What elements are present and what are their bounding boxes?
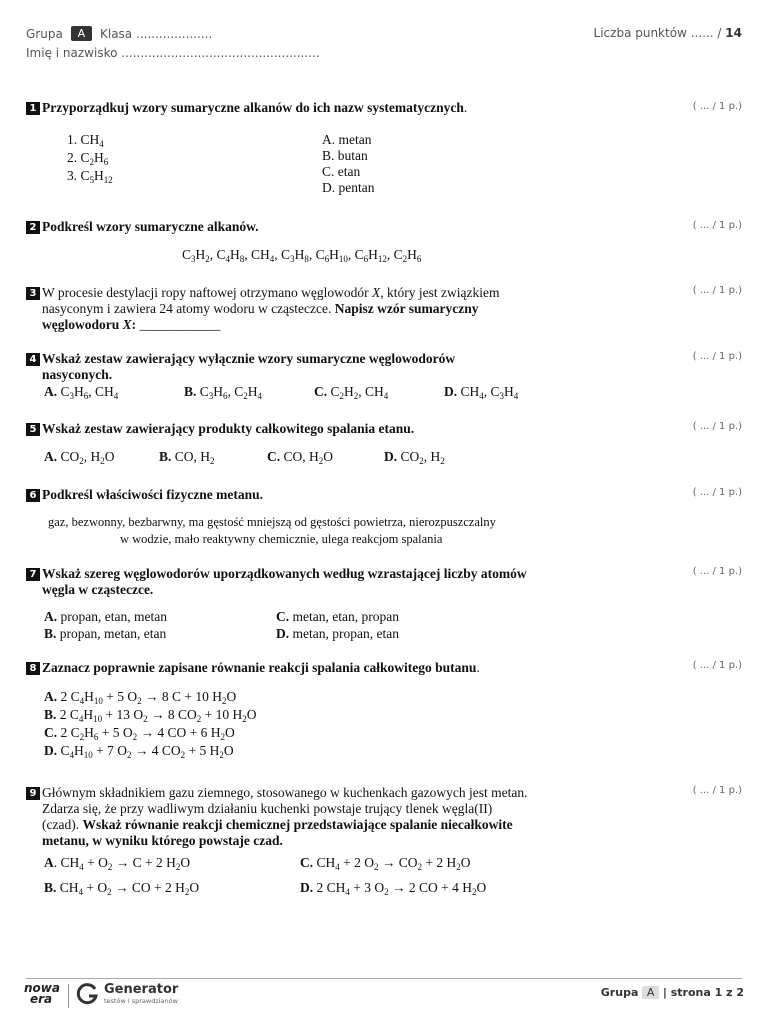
generator-g-icon bbox=[76, 982, 100, 1011]
answer-option-a[interactable]: A. $CH_4 + O_2 \to C + 2$ $H_2O$ bbox=[44, 855, 191, 872]
question-number: 5 bbox=[26, 423, 40, 436]
question-text: Podkreśl właściwości fizyczne metanu. bbox=[42, 487, 263, 502]
answer-option-d[interactable]: D. $CO_2$, $H_2$ bbox=[384, 449, 445, 466]
question-text-line: nasyconych. bbox=[42, 367, 113, 382]
question-text: Zaznacz poprawnie zapisane równanie reakcji spalania całkowitego butanu bbox=[42, 660, 477, 675]
points-total bbox=[594, 26, 742, 40]
answer-option-c[interactable]: C. $C_2H_2$, $CH_4$ bbox=[314, 384, 389, 401]
property-list-line[interactable]: gaz, bezwonny, bezbarwny, ma gęstość mniejszą od gęstości powietrza, nierozpuszczalny bbox=[48, 515, 496, 529]
question-number: 2 bbox=[26, 221, 40, 234]
points-max: 14 bbox=[725, 26, 742, 40]
question-3 bbox=[26, 285, 500, 301]
name-row bbox=[26, 46, 320, 60]
nowa-era-logo bbox=[24, 983, 64, 1005]
question-number: 3 bbox=[26, 287, 40, 300]
question-8: 8 Zaznacz poprawnie zapisane równanie reakcji spalania całkowitego butanu. bbox=[26, 660, 480, 676]
q1-left-item: 1. $CH_4$ bbox=[67, 132, 104, 149]
answer-blank[interactable]: węglowodoru X: ____________ bbox=[42, 317, 221, 332]
generator-branding bbox=[104, 983, 178, 1006]
question-4 bbox=[26, 351, 455, 367]
answer-option-d[interactable]: D. 2 $CH_4 + 3$ $O_2 \to 2$ CO + 4 $H_2O$ bbox=[300, 880, 487, 897]
question-points: ( ... / 1 p.) bbox=[692, 285, 742, 296]
question-number: 9 bbox=[26, 787, 40, 800]
question-points: ( ... / 1 p.) bbox=[692, 487, 742, 498]
answer-option-b[interactable]: B. 2 $C_4H_{10} + 13$ $O_2 \to 8$ $CO_2 + 10$ $H_2O$ bbox=[44, 707, 257, 724]
question-text-line: metanu, w wyniku którego powstaje czad. bbox=[42, 833, 283, 848]
question-2 bbox=[26, 219, 259, 235]
question-points: ( ... / 1 p.) bbox=[692, 421, 742, 432]
question-text: Podkreśl wzory sumaryczne alkanów. bbox=[42, 219, 259, 234]
points-label: Liczba punktów bbox=[593, 26, 687, 40]
logo-separator bbox=[68, 984, 69, 1008]
page-number: | strona 1 z 2 bbox=[662, 986, 744, 999]
answer-option-b[interactable]: B. CO, $H_2$ bbox=[159, 449, 215, 466]
page-footer-info bbox=[601, 986, 744, 999]
name-label: Imię i nazwisko bbox=[26, 46, 118, 60]
question-text-line: nasyconym i zawiera 24 atomy wodoru w cząsteczce. Napisz wzór sumaryczny bbox=[42, 301, 479, 316]
question-points: ( ... / 1 p.) bbox=[692, 220, 742, 231]
group-label: Grupa bbox=[26, 27, 63, 41]
q1-right-item: A. metan bbox=[322, 132, 372, 147]
question-1: 1 Przyporządkuj wzory sumaryczne alkanów do ich nazw systematycznych. bbox=[26, 100, 467, 116]
footer-group-label: Grupa bbox=[600, 986, 639, 999]
answer-option-c[interactable]: C. CO, $H_2O$ bbox=[267, 449, 334, 466]
q1-right-item: D. pentan bbox=[322, 180, 375, 195]
name-dots: .................................................... bbox=[121, 46, 320, 60]
question-text-line: Zdarza się, że przy wadliwym działaniu kuchenki powstaje trujący tlenek węgla(II) bbox=[42, 801, 493, 816]
question-points: ( ... / 1 p.) bbox=[692, 566, 742, 577]
answer-option-a[interactable]: A. $CO_2$, $H_2O$ bbox=[44, 449, 115, 466]
question-number: 6 bbox=[26, 489, 40, 502]
question-text-line: W procesie destylacji ropy naftowej otrzymano węglowodór X, który jest związkiem bbox=[42, 285, 500, 300]
logo-text-line: nowa bbox=[24, 981, 60, 995]
group-badge: A bbox=[71, 26, 93, 41]
property-list-line[interactable]: w wodzie, mało reaktywny chemicznie, ulega reakcjom spalania bbox=[120, 532, 443, 546]
answer-option-c[interactable]: C. $CH_4 + 2$ $O_2 \to CO_2 + 2$ $H_2O$ bbox=[300, 855, 471, 872]
group-class-row bbox=[26, 26, 212, 41]
question-number: 8 bbox=[26, 662, 40, 675]
answer-option-a[interactable]: A. 2 $C_4H_{10} + 5$ $O_2 \to 8$ C + 10 $H_2O$ bbox=[44, 689, 237, 706]
question-5 bbox=[26, 421, 414, 437]
answer-option-c[interactable]: C. 2 $C_2H_6 + 5$ $O_2 \to 4$ CO + 6 $H_2O$ bbox=[44, 725, 235, 742]
q2-formula-list[interactable]: $C_3H_2$, $C_4H_8$, $CH_4$, $C_3H_8$, $C_6H_{10}$, $C_6H_{12}$, $C_2H_6$ bbox=[182, 247, 422, 264]
question-number: 7 bbox=[26, 568, 40, 581]
q1-right-item: B. butan bbox=[322, 148, 368, 163]
question-9 bbox=[26, 785, 528, 801]
answer-option-d[interactable]: D. $CH_4$, $C_3H_4$ bbox=[444, 384, 519, 401]
class-dots: .................... bbox=[136, 27, 213, 41]
question-text-line: (czad). Wskaż równanie reakcji chemicznej przedstawiające spalanie niecałkowite bbox=[42, 817, 513, 832]
question-7 bbox=[26, 566, 527, 582]
question-points: ( ... / 1 p.) bbox=[692, 785, 742, 796]
question-text-line: Wskaż zestaw zawierający wyłącznie wzory sumaryczne węglowodorów bbox=[42, 351, 456, 366]
generator-subtitle: testów i sprawdzianów bbox=[104, 997, 178, 1005]
answer-option-a[interactable]: A. $C_3H_6$, $CH_4$ bbox=[44, 384, 119, 401]
points-sep: / bbox=[717, 26, 722, 40]
logo-text-line: era bbox=[30, 992, 53, 1006]
question-6 bbox=[26, 487, 263, 503]
answer-option-b[interactable]: B. $C_3H_6$, $C_2H_4$ bbox=[184, 384, 263, 401]
footer-group-badge: A bbox=[642, 986, 660, 999]
points-dots: ...... bbox=[690, 26, 714, 40]
question-text-line: Wskaż szereg węglowodorów uporządkowanych według wzrastającej liczby atomów bbox=[42, 566, 527, 581]
question-text-line: Głównym składnikiem gazu ziemnego, stosowanego w kuchenkach gazowych jest metan. bbox=[42, 785, 528, 800]
q1-left-item: 2. $C_2H_6$ bbox=[67, 150, 109, 167]
question-number: 1 bbox=[26, 102, 40, 115]
question-points: ( ... / 1 p.) bbox=[692, 101, 742, 112]
answer-option-a[interactable]: A. propan, etan, metan bbox=[44, 609, 167, 624]
class-label: Klasa bbox=[100, 27, 133, 41]
answer-option-b[interactable]: B. $CH_4 + O_2$ → CO + 2 $H_2O$ bbox=[44, 880, 200, 897]
answer-option-d[interactable]: D. metan, propan, etan bbox=[276, 626, 399, 641]
q1-left-item: 3. $C_5H_{12}$ bbox=[67, 168, 113, 185]
answer-option-d[interactable]: D. $C_4H_{10} + 7$ $O_2 \to 4$ $CO_2 + 5$ $H_2O$ bbox=[44, 743, 234, 760]
question-points: ( ... / 1 p.) bbox=[692, 660, 742, 671]
q1-right-item: C. etan bbox=[322, 164, 361, 179]
answer-option-c[interactable]: C. metan, etan, propan bbox=[276, 609, 399, 624]
footer-divider bbox=[26, 978, 742, 979]
answer-option-b[interactable]: B. propan, metan, etan bbox=[44, 626, 167, 641]
question-text-line: węgla w cząsteczce. bbox=[42, 582, 154, 597]
question-points: ( ... / 1 p.) bbox=[692, 351, 742, 362]
question-text: Wskaż zestaw zawierający produkty całkowitego spalania etanu. bbox=[42, 421, 415, 436]
question-number: 4 bbox=[26, 353, 40, 366]
generator-title: Generator bbox=[104, 982, 179, 997]
question-text: Przyporządkuj wzory sumaryczne alkanów do ich nazw systematycznych bbox=[42, 100, 464, 115]
